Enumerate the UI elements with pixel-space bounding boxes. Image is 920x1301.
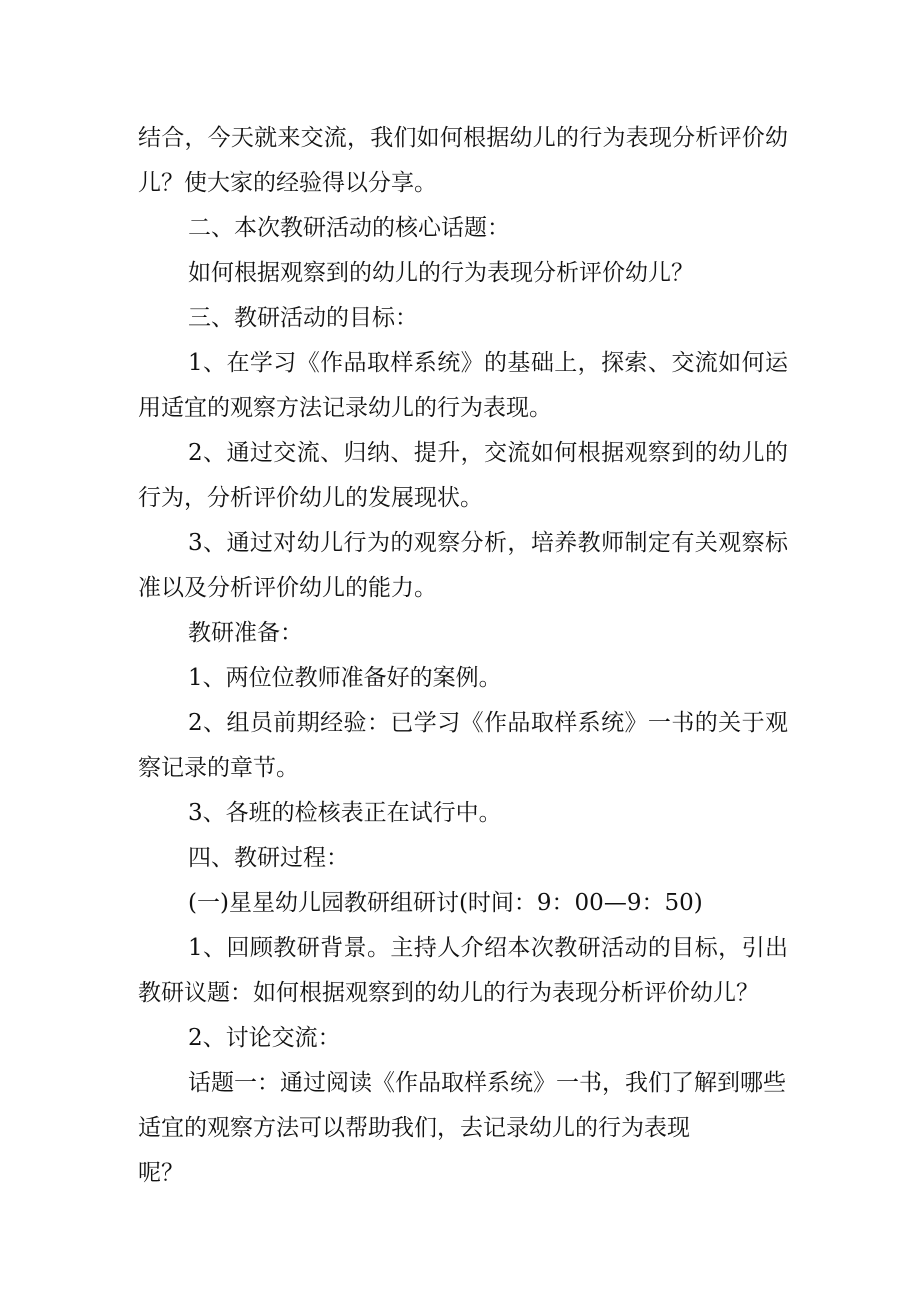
paragraph-core-topic: 如何根据观察到的幼儿的行为表现分析评价幼儿？ (188, 260, 694, 286)
paragraph-process-step-1: 1、回顾教研背景。主持人介绍本次教研活动的目标，引出教研议题：如何根据观察到的幼儿的行为表现分析评价幼儿？ (138, 935, 788, 1006)
paragraph-preparation-1: 1、两位位教师准备好的案例。 (188, 665, 502, 691)
heading-core-topic: 二、本次教研活动的核心话题： (188, 215, 510, 241)
paragraph-topic-one-ending: 呢？ (138, 1160, 184, 1186)
paragraph-goal-2: 2、通过交流、归纳、提升，交流如何根据观察到的幼儿的行为，分析评价幼儿的发展现状。 (138, 440, 788, 511)
paragraph-goal-3: 3、通过对幼儿行为的观察分析，培养教师制定有关观察标准以及分析评价幼儿的能力。 (138, 530, 788, 601)
paragraph-process-step-2: 2、讨论交流： (188, 1025, 341, 1051)
paragraph-process-session: (一)星星幼儿园教研组研讨(时间：9：00—9：50) (188, 890, 703, 916)
paragraph-goal-1: 1、在学习《作品取样系统》的基础上，探索、交流如何运用适宜的观察方法记录幼儿的行为表现。 (138, 350, 788, 421)
heading-process: 四、教研过程： (188, 845, 349, 871)
heading-goals: 三、教研活动的目标： (188, 305, 418, 331)
document-body (138, 116, 788, 1196)
paragraph-preparation-2: 2、组员前期经验：已学习《作品取样系统》一书的关于观察记录的章节。 (138, 710, 788, 781)
paragraph-topic-one: 话题一：通过阅读《作品取样系统》一书，我们了解到哪些适宜的观察方法可以帮助我们，去记录幼儿的行为表现 (138, 1070, 786, 1141)
paragraph-intro-continuation: 结合，今天就来交流，我们如何根据幼儿的行为表现分析评价幼儿？使大家的经验得以分享。 (138, 125, 788, 196)
heading-preparation: 教研准备： (188, 620, 303, 646)
paragraph-preparation-3: 3、各班的检核表正在试行中。 (188, 800, 502, 826)
